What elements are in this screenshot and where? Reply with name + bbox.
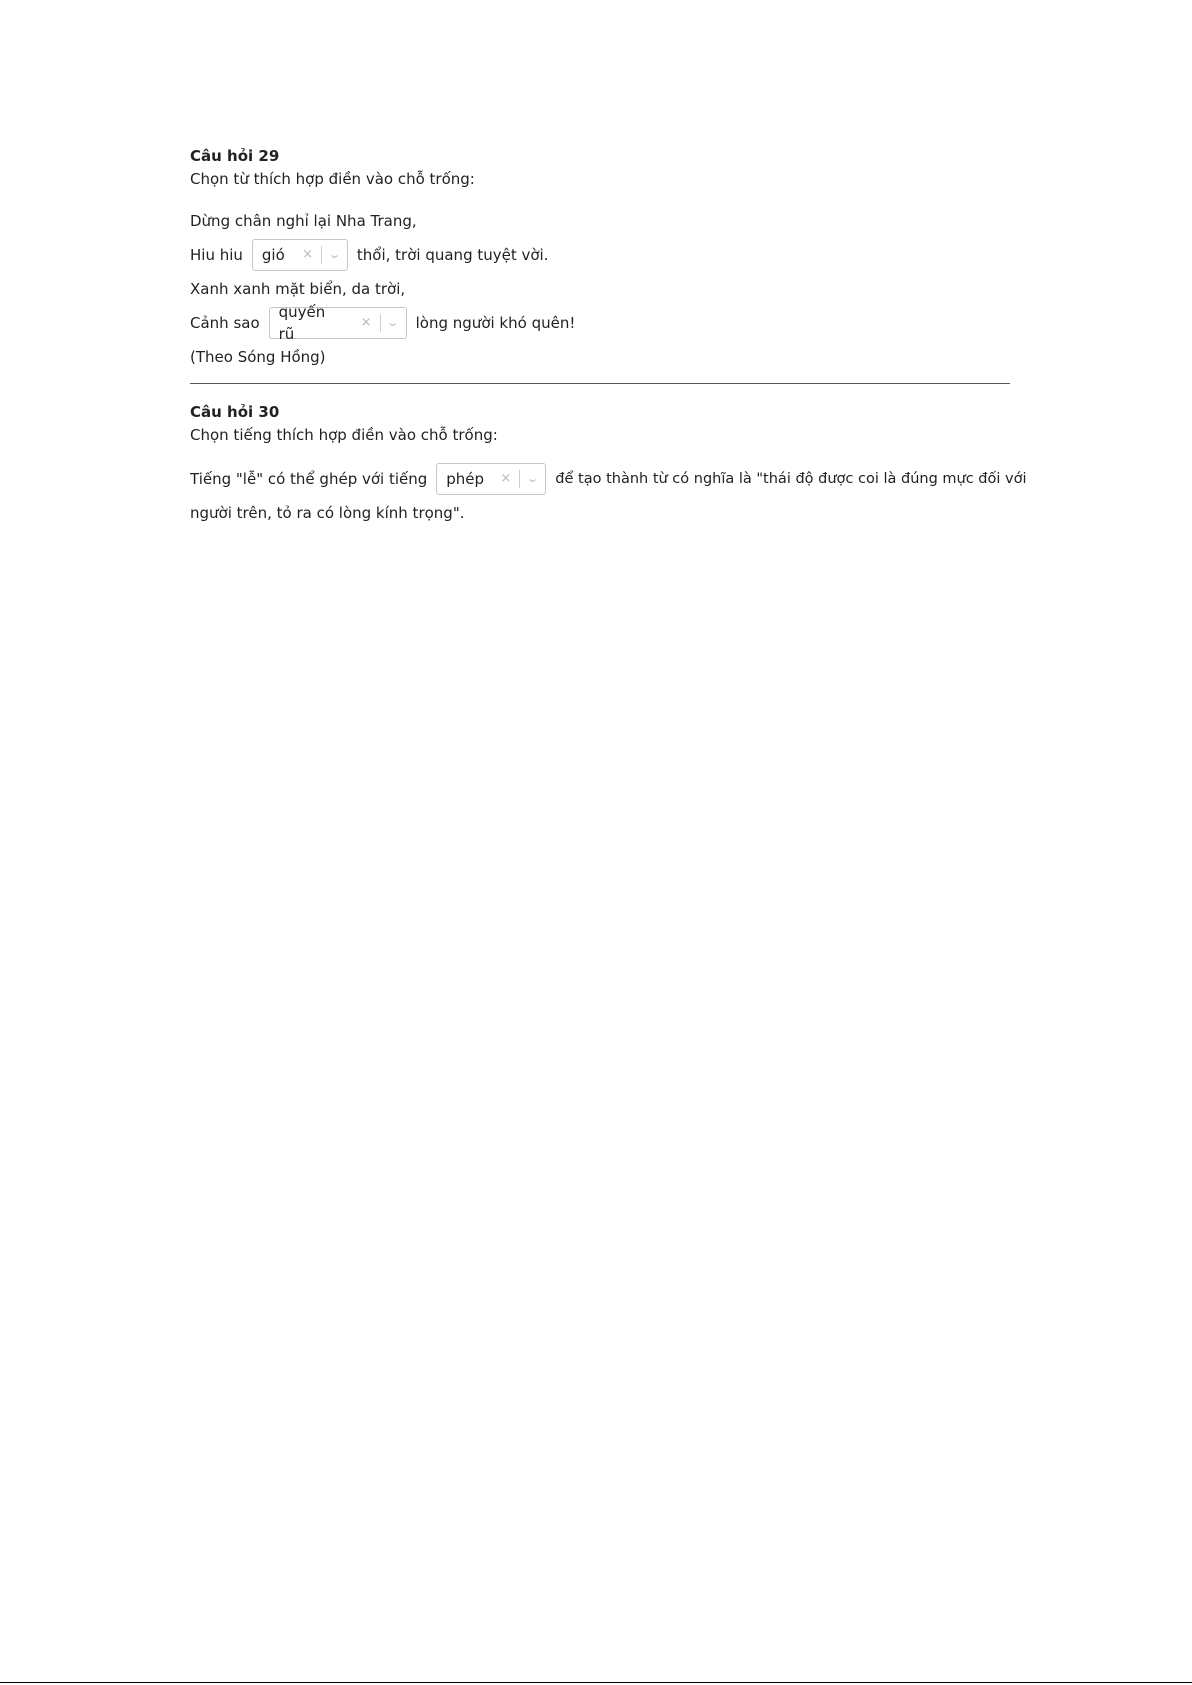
poem-line-1-text: Dừng chân nghỉ lại Nha Trang, — [190, 212, 417, 230]
question-30 — [190, 402, 1027, 530]
blank-select-1[interactable] — [252, 239, 348, 271]
question-30-after: để tạo thành từ có nghĩa là "thái độ được coi là đúng mực đối với — [555, 471, 1027, 487]
chevron-down-icon[interactable]: ⌄ — [386, 316, 400, 329]
poem-line-4-before: Cảnh sao — [190, 314, 260, 332]
page-bottom-rule — [0, 1682, 1192, 1683]
blank-select-2-value: quyến rũ — [278, 303, 326, 343]
poem — [190, 204, 1010, 374]
question-29-title: Câu hỏi 29 — [190, 147, 280, 165]
chevron-down-icon[interactable]: ⌄ — [526, 472, 540, 485]
clear-icon[interactable]: × — [500, 471, 512, 486]
question-29 — [190, 146, 1010, 374]
poem-line-2 — [190, 238, 1010, 272]
poem-source-text: (Theo Sóng Hồng) — [190, 348, 326, 366]
poem-line-2-before: Hiu hiu — [190, 246, 243, 264]
poem-source — [190, 340, 1010, 374]
blank-select-3-value: phép — [446, 470, 485, 488]
question-30-before: Tiếng "lễ" có thể ghép với tiếng — [190, 470, 428, 488]
blank-select-2[interactable] — [269, 303, 407, 343]
poem-line-4-after: lòng người khó quên! — [415, 314, 576, 332]
question-30-body — [190, 462, 1027, 530]
clear-icon[interactable]: × — [360, 315, 372, 330]
blank-select-3[interactable] — [436, 463, 546, 495]
poem-line-3-text: Xanh xanh mặt biển, da trời, — [190, 280, 406, 298]
question-30-line-2 — [190, 496, 1010, 530]
question-divider — [190, 383, 1010, 384]
poem-line-4 — [190, 303, 1010, 343]
question-30-line-2-text: người trên, tỏ ra có lòng kính trọng". — [190, 504, 465, 522]
question-30-line-1 — [190, 462, 1027, 496]
poem-line-2-after: thổi, trời quang tuyệt vời. — [356, 246, 549, 264]
blank-select-1-value: gió — [261, 246, 285, 264]
question-30-instruction: Chọn tiếng thích hợp điền vào chỗ trống: — [190, 426, 498, 444]
chevron-down-icon[interactable]: ⌄ — [327, 248, 341, 261]
question-29-instruction: Chọn từ thích hợp điền vào chỗ trống: — [190, 170, 475, 188]
poem-line-1 — [190, 204, 1010, 238]
question-30-title: Câu hỏi 30 — [190, 403, 280, 421]
clear-icon[interactable]: × — [302, 247, 313, 262]
